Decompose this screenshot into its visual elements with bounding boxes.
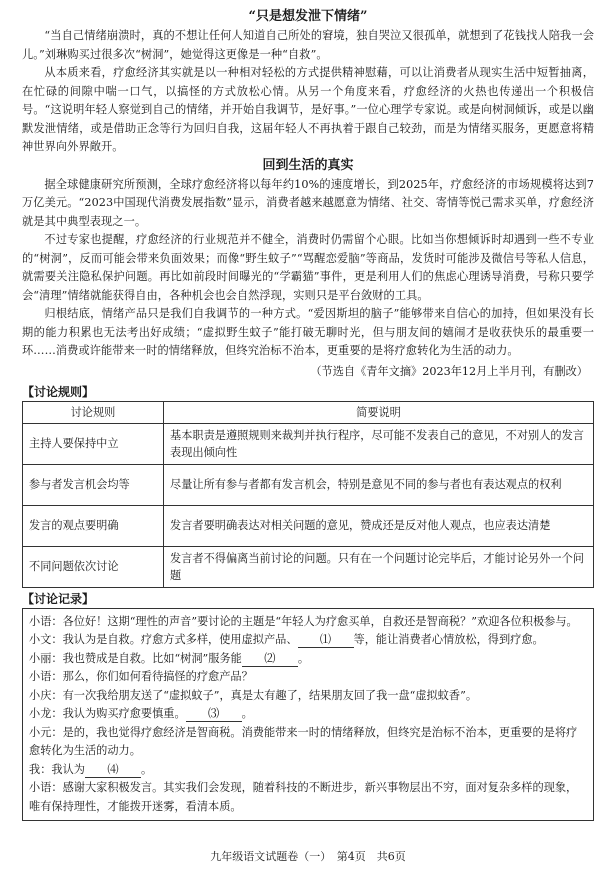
article-paragraph: 不过专家也提醒，疗愈经济的行业规范并不健全，消费时仍需留个心眼。比如当你想倾诉时却遇到一些不专业的“树洞”，反而可能会带来负面效果；而像“野生蚊子”“骂醒恋爱脑”等商品，发货时可能涉及微信号等私人信息，就需要关注隐私保护问题。再比如前段时间曝光的“学霸猫”事件，更是利用人们的焦虑心理诱导消费，号称只要学会“清理”情绪就能获得自由，各种机会也会自然浮现，实则只是平台敛财的工具。 <box>22 233 594 302</box>
speaker: 小语： <box>29 614 63 628</box>
rule-cell: 发言的观点要明确 <box>23 505 164 546</box>
table-row <box>23 505 594 546</box>
table-row <box>23 464 594 505</box>
speech: 是的，我也觉得疗愈经济是智商税。消费能带来一时的情绪释放，但终究是治标不治本，更重要的是将疗愈转化为生活的动力。 <box>29 725 578 757</box>
article-paragraph: 从本质来看，疗愈经济其实就是以一种相对轻松的方式提供精神慰藉，可以让消费者从现实生活中短暂抽离，在忙碌的间隙中喘一口气，以搞怪的方式放松心情。从另一个角度来看，疗愈经济的火热也传递出一个积极信号。“这说明年轻人察觉到自己的情绪，并开始自我调节，是好事。”一位心理学专家说。或是向树洞倾诉，或是以幽默发泄情绪，或是借助正念等行为回归自我，这届年轻人不再执着于跟自己较劲，而是为情绪买服务，更愿意将精神世界向外界敞开。 <box>22 66 594 153</box>
speech: 。 <box>241 707 253 720</box>
speaker: 小丽： <box>29 651 63 665</box>
section1-title: “只是想发泄下情绪” <box>248 9 368 24</box>
record-line <box>29 724 587 761</box>
speech: 。 <box>297 651 310 665</box>
speech: 。 <box>140 762 153 776</box>
section2-title: 回到生活的真实 <box>262 157 354 173</box>
rule-desc-cell: 发言者不得偏离当前讨论的问题。只有在一个问题讨论完毕后，才能讨论另外一个问题 <box>164 546 594 587</box>
speaker: 小元： <box>29 725 63 739</box>
rule-cell: 参与者发言机会均等 <box>23 464 164 505</box>
answer-blank-3[interactable]: ⑶ <box>186 706 242 722</box>
record-line <box>29 668 587 687</box>
rule-cell: 主持人要保持中立 <box>23 423 164 464</box>
record-line <box>29 779 587 816</box>
article-paragraph: 据全球健康研究所预测，全球疗愈经济将以每年约10%的速度增长，到2025年，疗愈经济的市场规模将达到7万亿美元。“2023中国现代消费发展指数”显示，消费者越来越愿意为情绪、社交、寄情等悦己需求买单，疗愈经济就是其中典型表现之一。 <box>22 177 594 228</box>
record-line <box>29 687 587 706</box>
record-line <box>29 705 587 724</box>
speech: 我认为 <box>51 762 85 776</box>
speech: 我认为购买疗愈要慎重。 <box>62 707 186 720</box>
table-header: 简要说明 <box>164 401 594 423</box>
record-line <box>29 631 587 650</box>
speaker: 小庆： <box>29 688 63 702</box>
answer-blank-2[interactable]: ⑵ <box>242 651 298 667</box>
speaker: 小龙： <box>29 707 63 720</box>
speaker: 我： <box>29 762 52 776</box>
rule-desc-cell: 基本职责是遵照规则来裁判并执行程序，尽可能不发表自己的意见，不对别人的发言表现出倾向性 <box>164 423 594 464</box>
speech: 那么，你们如何看待搞怪的疗愈产品？ <box>62 670 253 683</box>
discussion-record-box <box>22 608 594 822</box>
article-paragraph: “当自己情绪崩溃时，真的不想让任何人知道自己所处的窘境，独自哭泣又很孤单，就想到了花钱找人陪我一会儿。”刘琳购买过很多次“树洞”，她觉得这更像是一种“自救”。 <box>22 29 594 61</box>
speaker: 小文： <box>29 633 63 646</box>
article-source: （节选自《青年文摘》2023年12月上半月刊，有删改） <box>310 364 588 378</box>
record-line <box>29 761 587 780</box>
speech: 我认为是自救。疗愈方式多样，使用虚拟产品、 <box>62 633 298 646</box>
table-row <box>23 423 594 464</box>
article-paragraph: 归根结底，情绪产品只是我们自我调节的一种方式。“爱因斯坦的脑子”能够带来自信心的加持，但如果没有长期的能力积累也无法考出好成绩；“虚拟野生蚊子”能打破无聊时光，但与朋友间的嬉闹才是收获快乐的最重要一环……消费或许能带来一时的情绪释放，但终究治标不治本，更重要的是将疗愈转化为生活的动力。 <box>22 307 594 357</box>
table-header: 讨论规则 <box>23 401 164 423</box>
record-label: 【讨论记录】 <box>22 591 95 606</box>
rule-desc-cell: 尽量让所有参与者都有发言机会，特别是意见不同的参与者也有表达观点的权利 <box>164 464 594 505</box>
speech: 等，能让消费者心情放松，得到疗愈。 <box>353 633 544 646</box>
discussion-rules-table <box>22 401 594 588</box>
record-line <box>29 650 587 669</box>
speaker: 小语： <box>29 670 63 683</box>
speaker: 小语： <box>29 781 63 794</box>
table-row <box>23 546 594 587</box>
page-footer: 九年级语文试题卷（一） 第4页 共6页 <box>210 850 406 863</box>
rule-cell: 不同问题依次讨论 <box>23 546 164 587</box>
speech: 各位好！这期“理性的声音”要讨论的主题是“年轻人为疗愈买单，自救还是智商税？”欢迎各位积极参与。 <box>62 614 578 628</box>
answer-blank-4[interactable]: ⑷ <box>85 762 141 778</box>
record-line <box>29 613 587 632</box>
speech: 我也赞成是自救。比如“树洞”服务能 <box>62 651 242 665</box>
table-header-row <box>23 401 594 423</box>
speech: 感谢大家积极发言。其实我们会发现，随着科技的不断进步，新兴事物层出不穷，面对复杂多样的现象，唯有保持理性，才能拨开迷雾，看清本质。 <box>29 781 578 813</box>
rules-label: 【讨论规则】 <box>22 384 95 399</box>
rule-desc-cell: 发言者要明确表达对相关问题的意见，赞成还是反对他人观点，也应表达清楚 <box>164 505 594 546</box>
speech: 有一次我给朋友送了“虚拟蚊子”，真是太有趣了，结果朋友回了我一盘“虚拟蚊香”。 <box>62 688 478 702</box>
answer-blank-1[interactable]: ⑴ <box>298 632 354 648</box>
